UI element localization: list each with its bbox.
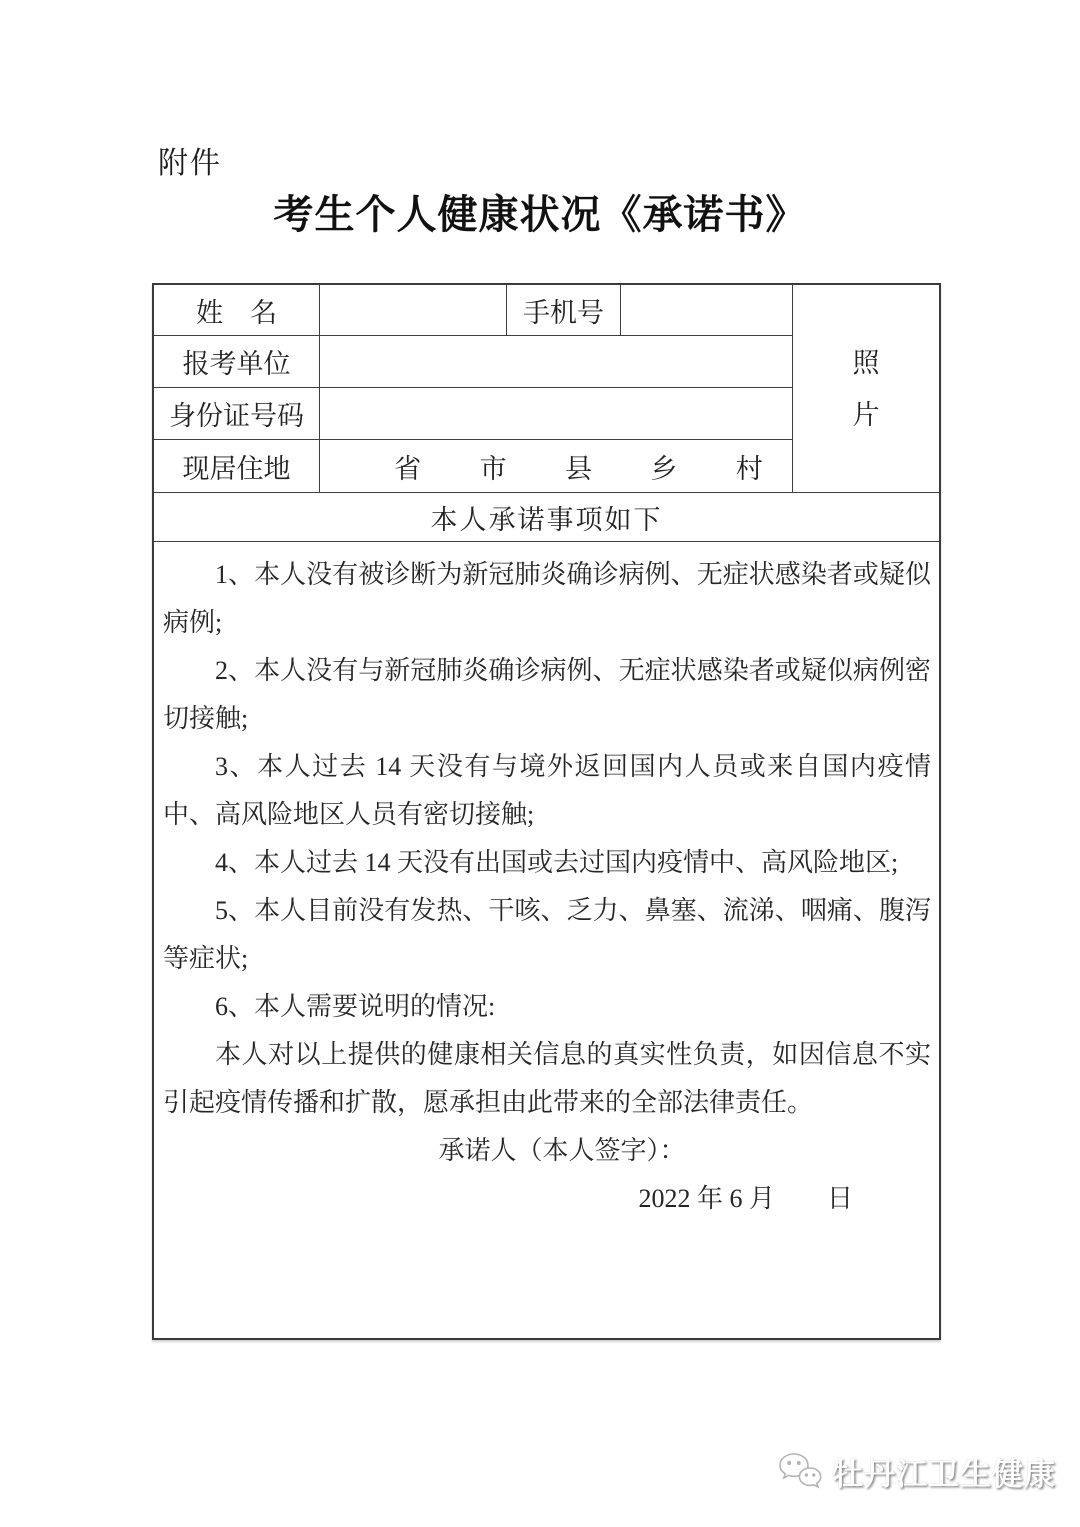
signature-label[interactable]: 承诺人（本人签字）： [438,1136,686,1165]
health-commitment-form-table [152,283,941,1340]
name-input-cell[interactable] [320,285,507,335]
id-number-label: 身份证号码 [154,388,320,439]
date-line[interactable]: 2022 年 6 月 日 [638,1184,853,1213]
form-info-section [154,285,939,492]
table-row [154,336,792,388]
apply-unit-label: 报考单位 [154,336,320,387]
photo-label-char: 照 [852,347,880,378]
residence-input-cell[interactable] [320,440,792,492]
residence-label: 现居住地 [154,440,320,492]
apply-unit-input-cell[interactable] [320,336,792,387]
commitment-item-6: 6、本人需要说明的情况: [215,992,496,1021]
wechat-icon [777,1451,823,1493]
attachment-label: 附件 [158,147,222,180]
commitment-item-2: 2、本人没有与新冠肺炎确诊病例、无症状感染者或疑似病例密切接触; [163,656,931,733]
phone-input-cell[interactable] [621,285,792,335]
photo-label-char: 片 [852,399,880,430]
table-row [154,388,792,440]
name-label: 姓 名 [154,285,320,335]
photo-placeholder-cell[interactable] [793,285,939,492]
county-unit-label: 县 [564,453,592,484]
commitment-content [154,542,939,1342]
commitment-item-4: 4、本人过去 14 天没有出国或去过国内疫情中、高风险地区; [215,848,899,877]
table-row [154,285,792,336]
declaration-text: 本人对以上提供的健康相关信息的真实性负责，如因信息不实引起疫情传播和扩散，愿承担由此带来的全部法律责任。 [163,1040,931,1117]
commitment-section-header: 本人承诺事项如下 [154,492,939,542]
id-number-input-cell[interactable] [320,388,792,439]
phone-label: 手机号 [507,285,621,335]
commitment-item-1: 1、本人没有被诊断为新冠肺炎确诊病例、无症状感染者或疑似病例; [163,560,931,637]
brand-name: 牡丹江卫生健康 [832,1457,1056,1492]
footer-watermark [777,1449,1056,1494]
village-unit-label: 村 [735,453,763,484]
province-unit-label: 省 [394,453,422,484]
commitment-item-5: 5、本人目前没有发热、干咳、乏力、鼻塞、流涕、咽痛、腹泻等症状; [163,896,931,973]
commitment-item-3: 3、本人过去 14 天没有与境外返回国内人员或来自国内疫情中、高风险地区人员有密切接触; [163,752,931,829]
city-unit-label: 市 [479,453,507,484]
table-row [154,440,792,492]
page-title: 考生个人健康状况《承诺书》 [273,192,807,237]
township-unit-label: 乡 [650,453,678,484]
